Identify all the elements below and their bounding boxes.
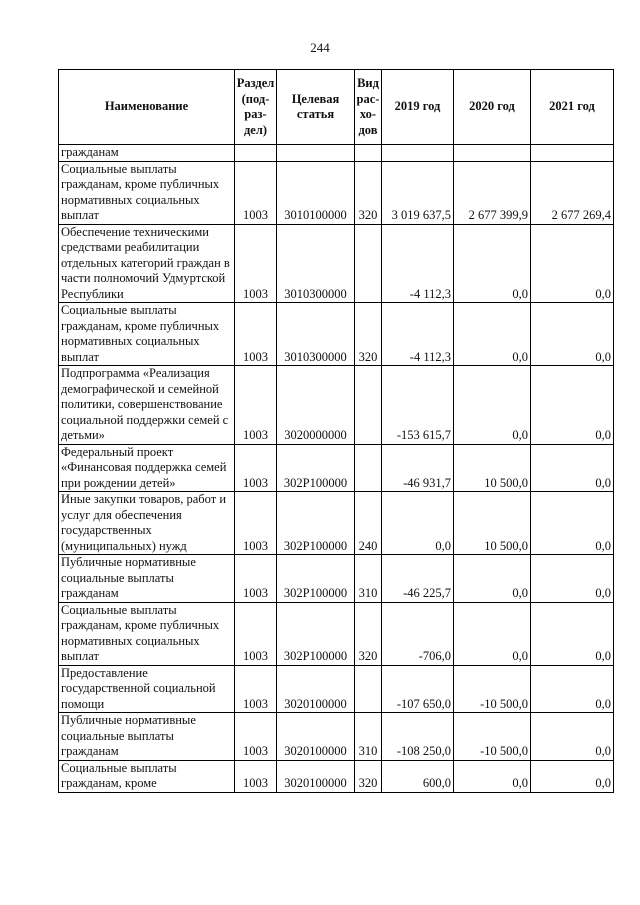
cell-article: 302P100000	[277, 492, 355, 555]
table-row	[59, 224, 614, 303]
cell-article: 3010300000	[277, 303, 355, 366]
cell-name: Иные закупки товаров, работ и услуг для обеспечения государственных (муниципальных) нужд	[59, 492, 235, 555]
table-header-row	[59, 70, 614, 145]
cell-2020: 0,0	[454, 555, 531, 603]
cell-2020: 2 677 399,9	[454, 161, 531, 224]
cell-2021: 2 677 269,4	[531, 161, 614, 224]
cell-2019: -153 615,7	[382, 366, 454, 445]
cell-section: 1003	[235, 224, 277, 303]
cell-kind: 310	[355, 555, 382, 603]
cell-article: 302P100000	[277, 555, 355, 603]
table-row	[59, 444, 614, 492]
table-row	[59, 366, 614, 445]
table-row	[59, 713, 614, 761]
cell-kind: 320	[355, 161, 382, 224]
cell-2019: -107 650,0	[382, 665, 454, 713]
cell-section: 1003	[235, 713, 277, 761]
cell-section: 1003	[235, 161, 277, 224]
cell-2020: 0,0	[454, 602, 531, 665]
cell-article: 302P100000	[277, 444, 355, 492]
cell-2021: 0,0	[531, 602, 614, 665]
cell-name: Публичные нормативные социальные выплаты гражданам	[59, 555, 235, 603]
cell-2021: 0,0	[531, 555, 614, 603]
header-name: Наименование	[59, 70, 235, 145]
cell-2021: 0,0	[531, 760, 614, 792]
cell-section: 1003	[235, 665, 277, 713]
cell-2020: -10 500,0	[454, 713, 531, 761]
cell-2019: -46 931,7	[382, 444, 454, 492]
cell-2019: -4 112,3	[382, 224, 454, 303]
cell-kind: 310	[355, 713, 382, 761]
cell-2019: 3 019 637,5	[382, 161, 454, 224]
cell-section	[235, 145, 277, 162]
table-row	[59, 161, 614, 224]
cell-article: 3010100000	[277, 161, 355, 224]
cell-kind	[355, 145, 382, 162]
page-number: 244	[310, 40, 330, 55]
cell-2021: 0,0	[531, 492, 614, 555]
cell-kind: 240	[355, 492, 382, 555]
cell-name: Социальные выплаты гражданам, кроме публичных нормативных социальных выплат	[59, 303, 235, 366]
header-section: Раздел (под-раз-дел)	[235, 70, 277, 145]
cell-2021: 0,0	[531, 665, 614, 713]
budget-table	[58, 69, 614, 793]
cell-kind	[355, 444, 382, 492]
cell-2021	[531, 145, 614, 162]
cell-kind: 320	[355, 303, 382, 366]
cell-name: Предоставление государственной социальной помощи	[59, 665, 235, 713]
cell-name: гражданам	[59, 145, 235, 162]
cell-2021: 0,0	[531, 303, 614, 366]
cell-2020: 0,0	[454, 303, 531, 366]
cell-section: 1003	[235, 492, 277, 555]
cell-2020: 0,0	[454, 366, 531, 445]
cell-kind: 320	[355, 760, 382, 792]
header-2019: 2019 год	[382, 70, 454, 145]
header-2021: 2021 год	[531, 70, 614, 145]
cell-name: Подпрограмма «Реализация демографической и семейной политики, совершенствование социальной поддержки семей с детьми»	[59, 366, 235, 445]
cell-2021: 0,0	[531, 366, 614, 445]
cell-2019	[382, 145, 454, 162]
table-row	[59, 602, 614, 665]
cell-2020: 0,0	[454, 224, 531, 303]
table-row	[59, 492, 614, 555]
cell-2020: 10 500,0	[454, 492, 531, 555]
cell-article: 3020100000	[277, 713, 355, 761]
cell-section: 1003	[235, 444, 277, 492]
cell-article: 3020100000	[277, 665, 355, 713]
table-row	[59, 760, 614, 792]
cell-kind	[355, 224, 382, 303]
cell-2019: 600,0	[382, 760, 454, 792]
cell-kind	[355, 366, 382, 445]
header-article: Целевая статья	[277, 70, 355, 145]
cell-2019: -46 225,7	[382, 555, 454, 603]
table-row	[59, 303, 614, 366]
table-row	[59, 555, 614, 603]
cell-name: Социальные выплаты гражданам, кроме	[59, 760, 235, 792]
header-2020: 2020 год	[454, 70, 531, 145]
cell-name: Федеральный проект «Финансовая поддержка семей при рождении детей»	[59, 444, 235, 492]
cell-name: Обеспечение техническими средствами реабилитации отдельных категорий граждан в части полномочий Удмуртской Республики	[59, 224, 235, 303]
cell-2021: 0,0	[531, 224, 614, 303]
cell-2020	[454, 145, 531, 162]
cell-2020: 10 500,0	[454, 444, 531, 492]
cell-2019: -4 112,3	[382, 303, 454, 366]
cell-article: 3020000000	[277, 366, 355, 445]
cell-article: 3010300000	[277, 224, 355, 303]
cell-2021: 0,0	[531, 713, 614, 761]
cell-section: 1003	[235, 602, 277, 665]
cell-section: 1003	[235, 303, 277, 366]
table-row	[59, 145, 614, 162]
cell-2019: 0,0	[382, 492, 454, 555]
cell-2019: -108 250,0	[382, 713, 454, 761]
cell-name: Социальные выплаты гражданам, кроме публичных нормативных социальных выплат	[59, 602, 235, 665]
cell-section: 1003	[235, 760, 277, 792]
header-kind: Вид рас-хо-дов	[355, 70, 382, 145]
cell-article	[277, 145, 355, 162]
table-row	[59, 665, 614, 713]
cell-name: Публичные нормативные социальные выплаты гражданам	[59, 713, 235, 761]
cell-kind	[355, 665, 382, 713]
cell-article: 302P100000	[277, 602, 355, 665]
cell-name: Социальные выплаты гражданам, кроме публичных нормативных социальных выплат	[59, 161, 235, 224]
cell-kind: 320	[355, 602, 382, 665]
cell-2020: -10 500,0	[454, 665, 531, 713]
cell-2021: 0,0	[531, 444, 614, 492]
cell-2019: -706,0	[382, 602, 454, 665]
cell-article: 3020100000	[277, 760, 355, 792]
cell-section: 1003	[235, 555, 277, 603]
cell-section: 1003	[235, 366, 277, 445]
cell-2020: 0,0	[454, 760, 531, 792]
